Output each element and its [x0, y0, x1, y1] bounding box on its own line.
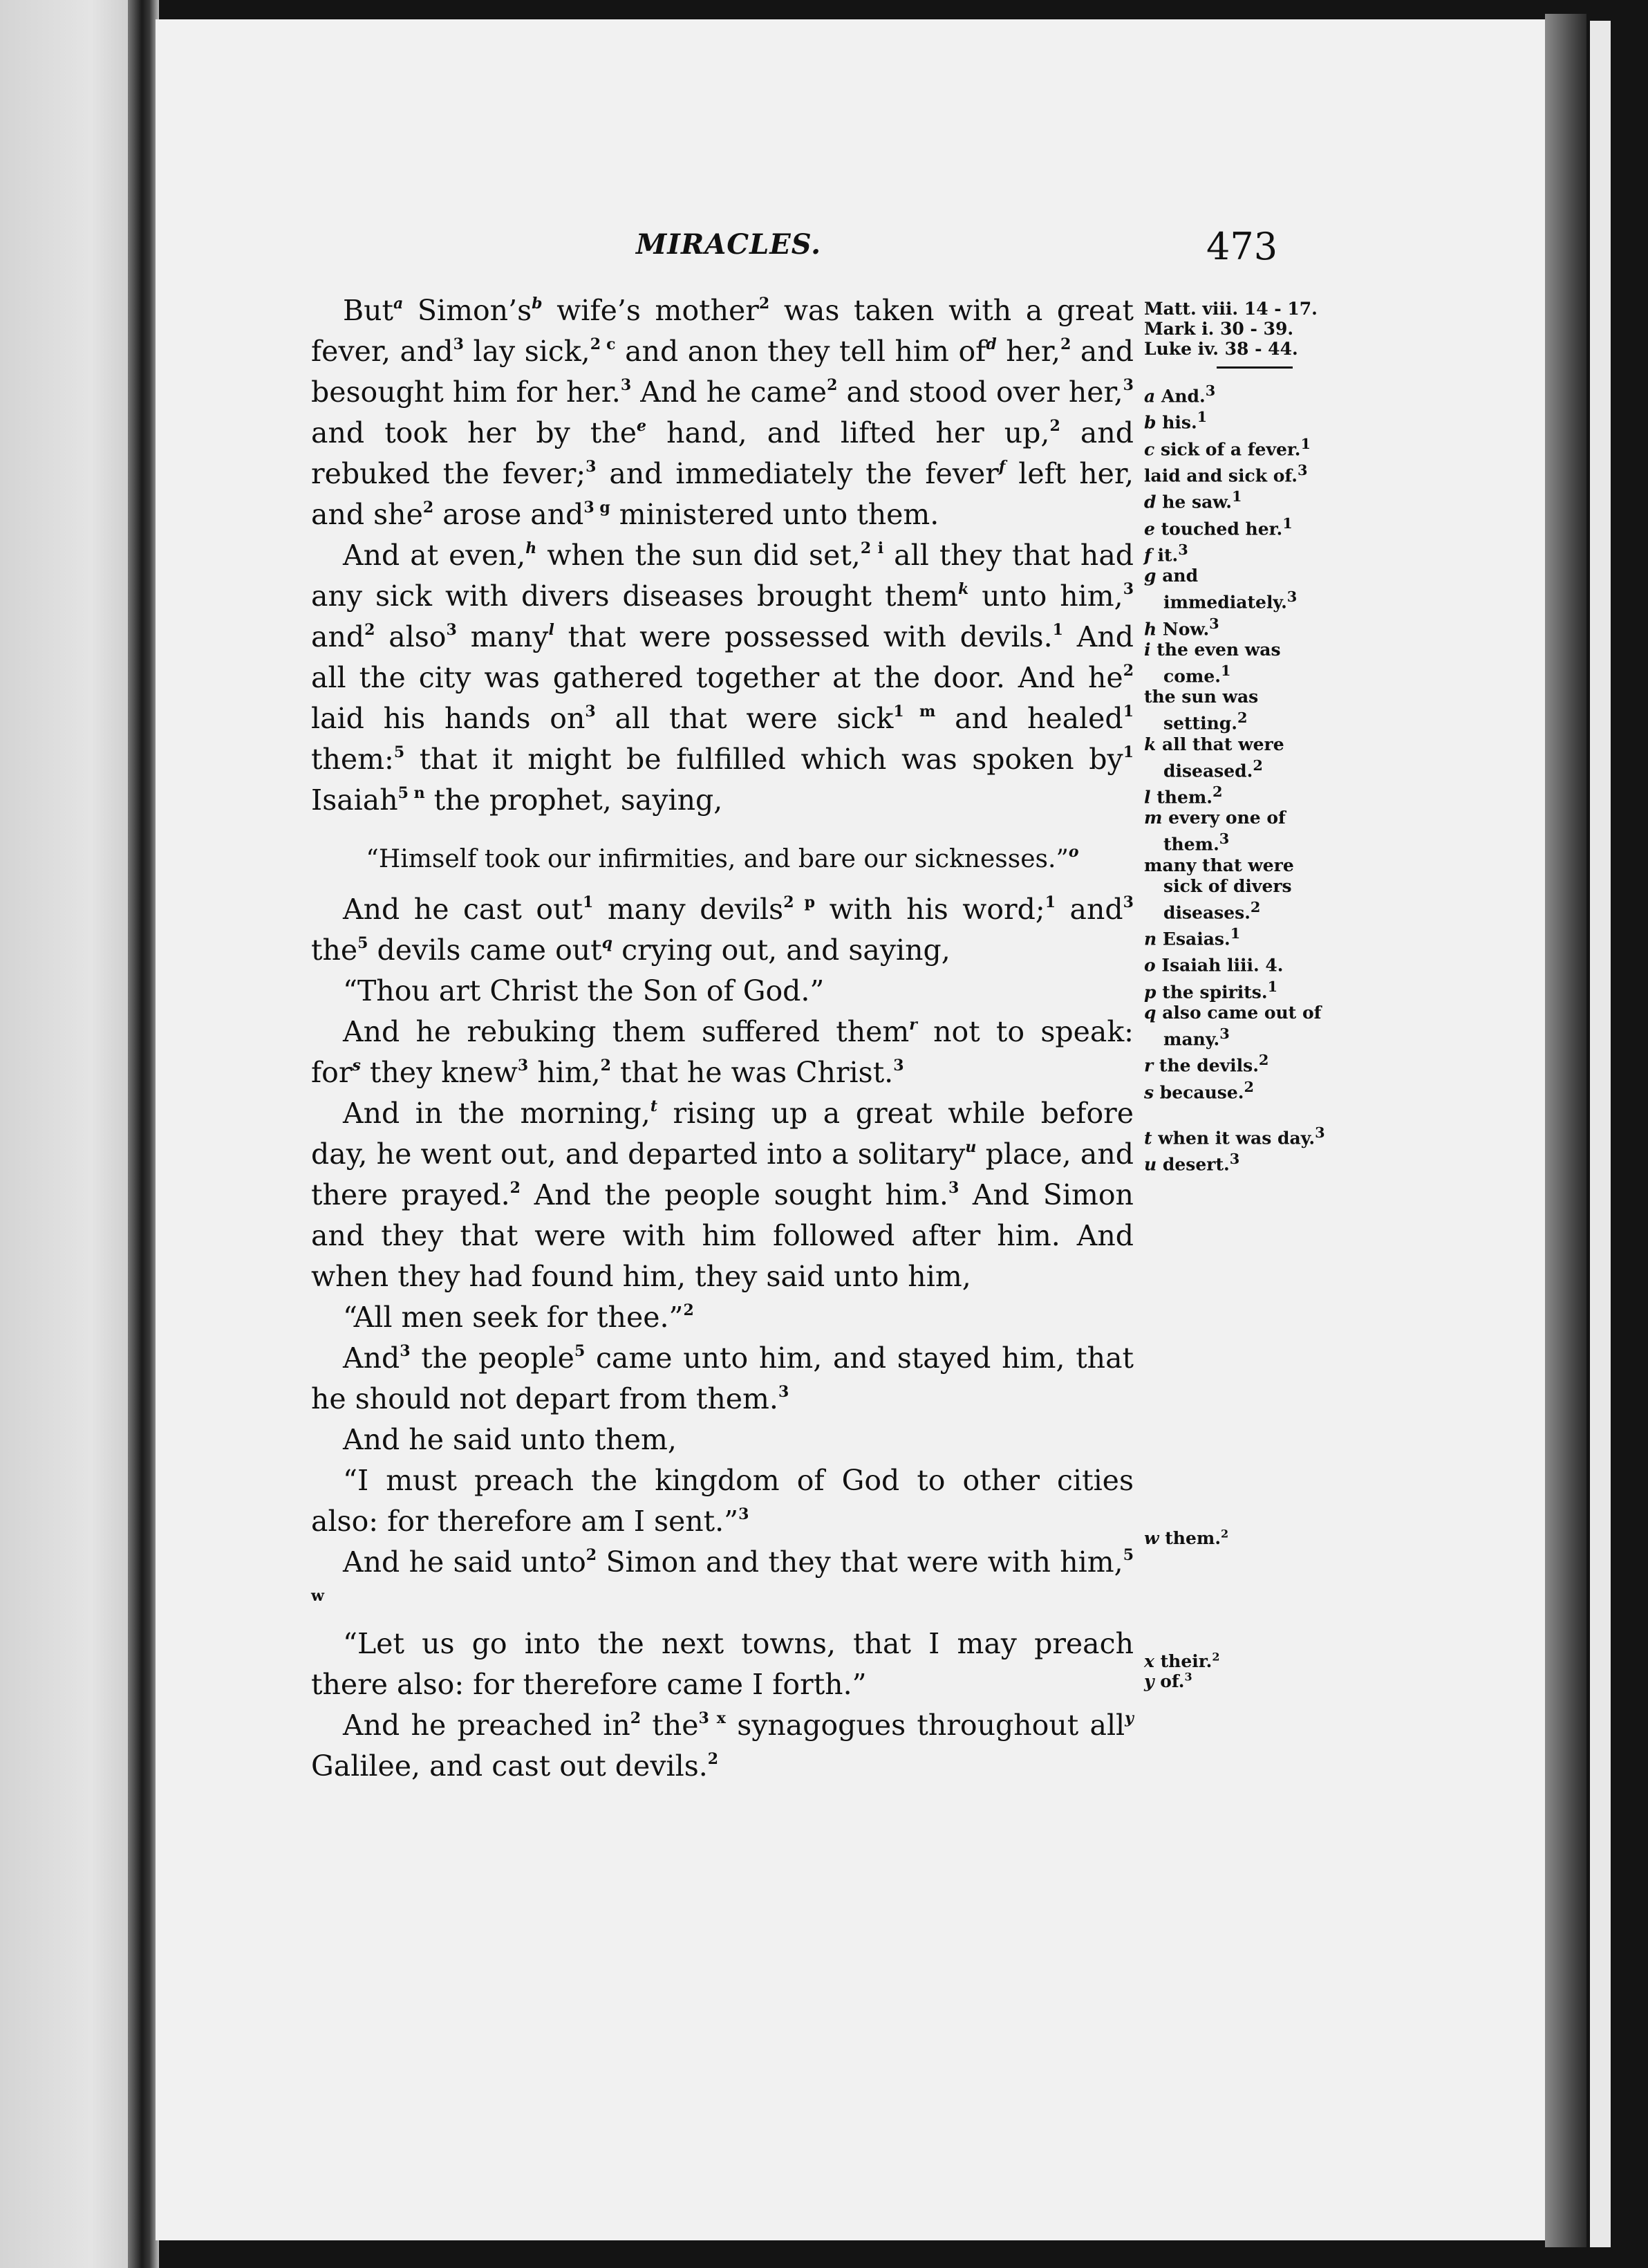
page-number: 473 — [1206, 225, 1278, 268]
body-text — [311, 290, 1134, 1787]
paragraph: And he rebuking them suffered them$^r$ not to speak: for$^s$ they knew$^3$ him,$^2$ that he was Christ.$^3$ — [311, 1015, 1134, 1089]
paragraph: And at even,$^h$ when the sun did set,$^{2 i}$ all they that had any sick with divers diseases brought them$^k$ unto him,$^3$ and$^2$ also$^3$ many$^l$ that were possessed with devils.$^1$ And all the city was gathered together at the door. And $he^2$ laid his hands $on^3$ all that were sick$^{1 m}$ and healed$^1$ them:$^5$ that it might be fulfilled which was spoken $by^1$ Isaiah$^{5 n}$ the prophet, saying, — [311, 539, 1134, 817]
page-shadow — [1545, 14, 1586, 2247]
marginal-note: t when it was day.$^3$ — [1144, 1123, 1325, 1149]
paragraph: And he cast out$^1$ many devils$^{2 p}$ with his word;$^1$ and$^3$ the$^5$ devils came out$^q$ crying out, and saying, — [311, 893, 1134, 967]
marginal-note: p the spirits.$^1$ — [1144, 977, 1278, 1002]
book-spine — [128, 0, 159, 2268]
marginal-note: the sun was setting.$^2$ — [1144, 687, 1259, 734]
marginal-note: k all that were diseased.$^2$ — [1144, 734, 1284, 781]
marginal-note: q also came out of many.$^3$ — [1144, 1002, 1322, 1050]
paragraph: And he said unto them, — [343, 1423, 677, 1456]
paragraph: “Let us go into the next towns, that I may preach there also: for therefore came I forth.” — [311, 1627, 1134, 1701]
marginal-note: o Isaiah liii. 4. — [1144, 955, 1284, 976]
reference: Luke iv. 38 - 44. — [1144, 339, 1298, 359]
paragraph: “I must preach the kingdom of God to other cities also: for therefore am I sent.”$^3$ — [311, 1464, 1134, 1538]
marginal-note: w them.$^2$ — [1144, 1527, 1229, 1548]
paragraph: But$^a$ $Simon’s^b$ wife’s mother$^2$ was taken with a great fever, and$^3$ lay sick,$^{2 c}$ and anon they tell him $of^d$ her,$^2$ and besought him for her.$^3$ And he came$^2$ and stood over her,$^3$ and took her by the$^e$ hand, and lifted her up,$^2$ and rebuked the fever;$^3$ and immediately the fever$^f$ left her, and she$^2$ arose and$^{3 g}$ ministered unto them. — [311, 294, 1134, 531]
marginal-note: c sick of a fever.$^1$ — [1144, 434, 1311, 459]
paragraph: And in the morning,$^t$ rising up a great while before day, he went out, and departed into a solitary$^u$ place, and there prayed.$^2$ And the people sought him.$^3$ And Simon and they that were with him followed after him. And when they had found him, they said unto him, — [311, 1097, 1134, 1293]
scripture-quote: “Himself took our infirmities, and bare our sicknesses.”$^o$ — [366, 843, 1079, 873]
marginal-note: f it.$^3$ — [1144, 540, 1188, 566]
paragraph: And he said unto$^2$ Simon and they that were with him,$^{5 w}$ — [311, 1545, 1134, 1606]
paragraph: “All men seek for thee.”$^2$ — [343, 1301, 694, 1334]
reference-rule — [1217, 366, 1293, 369]
running-head: MIRACLES. — [636, 228, 822, 261]
reference: Matt. viii. 14 - 17. — [1144, 299, 1318, 319]
marginal-note: b his.$^1$ — [1144, 408, 1208, 433]
page-edge — [1590, 21, 1611, 2247]
marginal-note: i the even was come.$^1$ — [1144, 639, 1281, 687]
marginal-notes — [1144, 380, 1327, 1175]
marginal-note: many that were sick of divers diseases.$^2$ — [1144, 855, 1294, 922]
marginal-note: y of.$^3$ — [1144, 1670, 1192, 1691]
marginal-note: r the devils.$^2$ — [1144, 1051, 1269, 1076]
marginal-note: a And.$^3$ — [1144, 382, 1216, 407]
reference: Mark i. 30 - 39. — [1144, 319, 1294, 339]
marginal-note: laid and sick of.$^3$ — [1144, 461, 1308, 486]
marginal-note: e touched her.$^1$ — [1144, 514, 1293, 539]
marginal-note: n Esaias.$^1$ — [1144, 924, 1241, 949]
paragraph: And he preached $in^2$ the$^{3 x}$ synagogues throughout all$^y$ Galilee, and cast out devils.$^2$ — [311, 1709, 1134, 1783]
marginal-note: m every one of them.$^3$ — [1144, 808, 1286, 855]
marginal-note: g and immediately.$^3$ — [1144, 566, 1298, 613]
marginal-note: d he saw.$^1$ — [1144, 487, 1242, 512]
marginal-note: u desert.$^3$ — [1144, 1150, 1240, 1175]
marginal-note: x their.$^2$ — [1144, 1650, 1220, 1671]
paragraph: And$^3$ the people$^5$ came unto him, and stayed him, that he should not depart from them.$^3$ — [311, 1341, 1134, 1415]
paragraph: “Thou art Christ the Son of God.” — [343, 974, 825, 1007]
marginal-note: l them.$^2$ — [1144, 782, 1223, 808]
marginal-note: h Now.$^3$ — [1144, 614, 1219, 639]
marginal-note: s because.$^2$ — [1144, 1077, 1254, 1102]
cross-references — [1144, 299, 1324, 359]
